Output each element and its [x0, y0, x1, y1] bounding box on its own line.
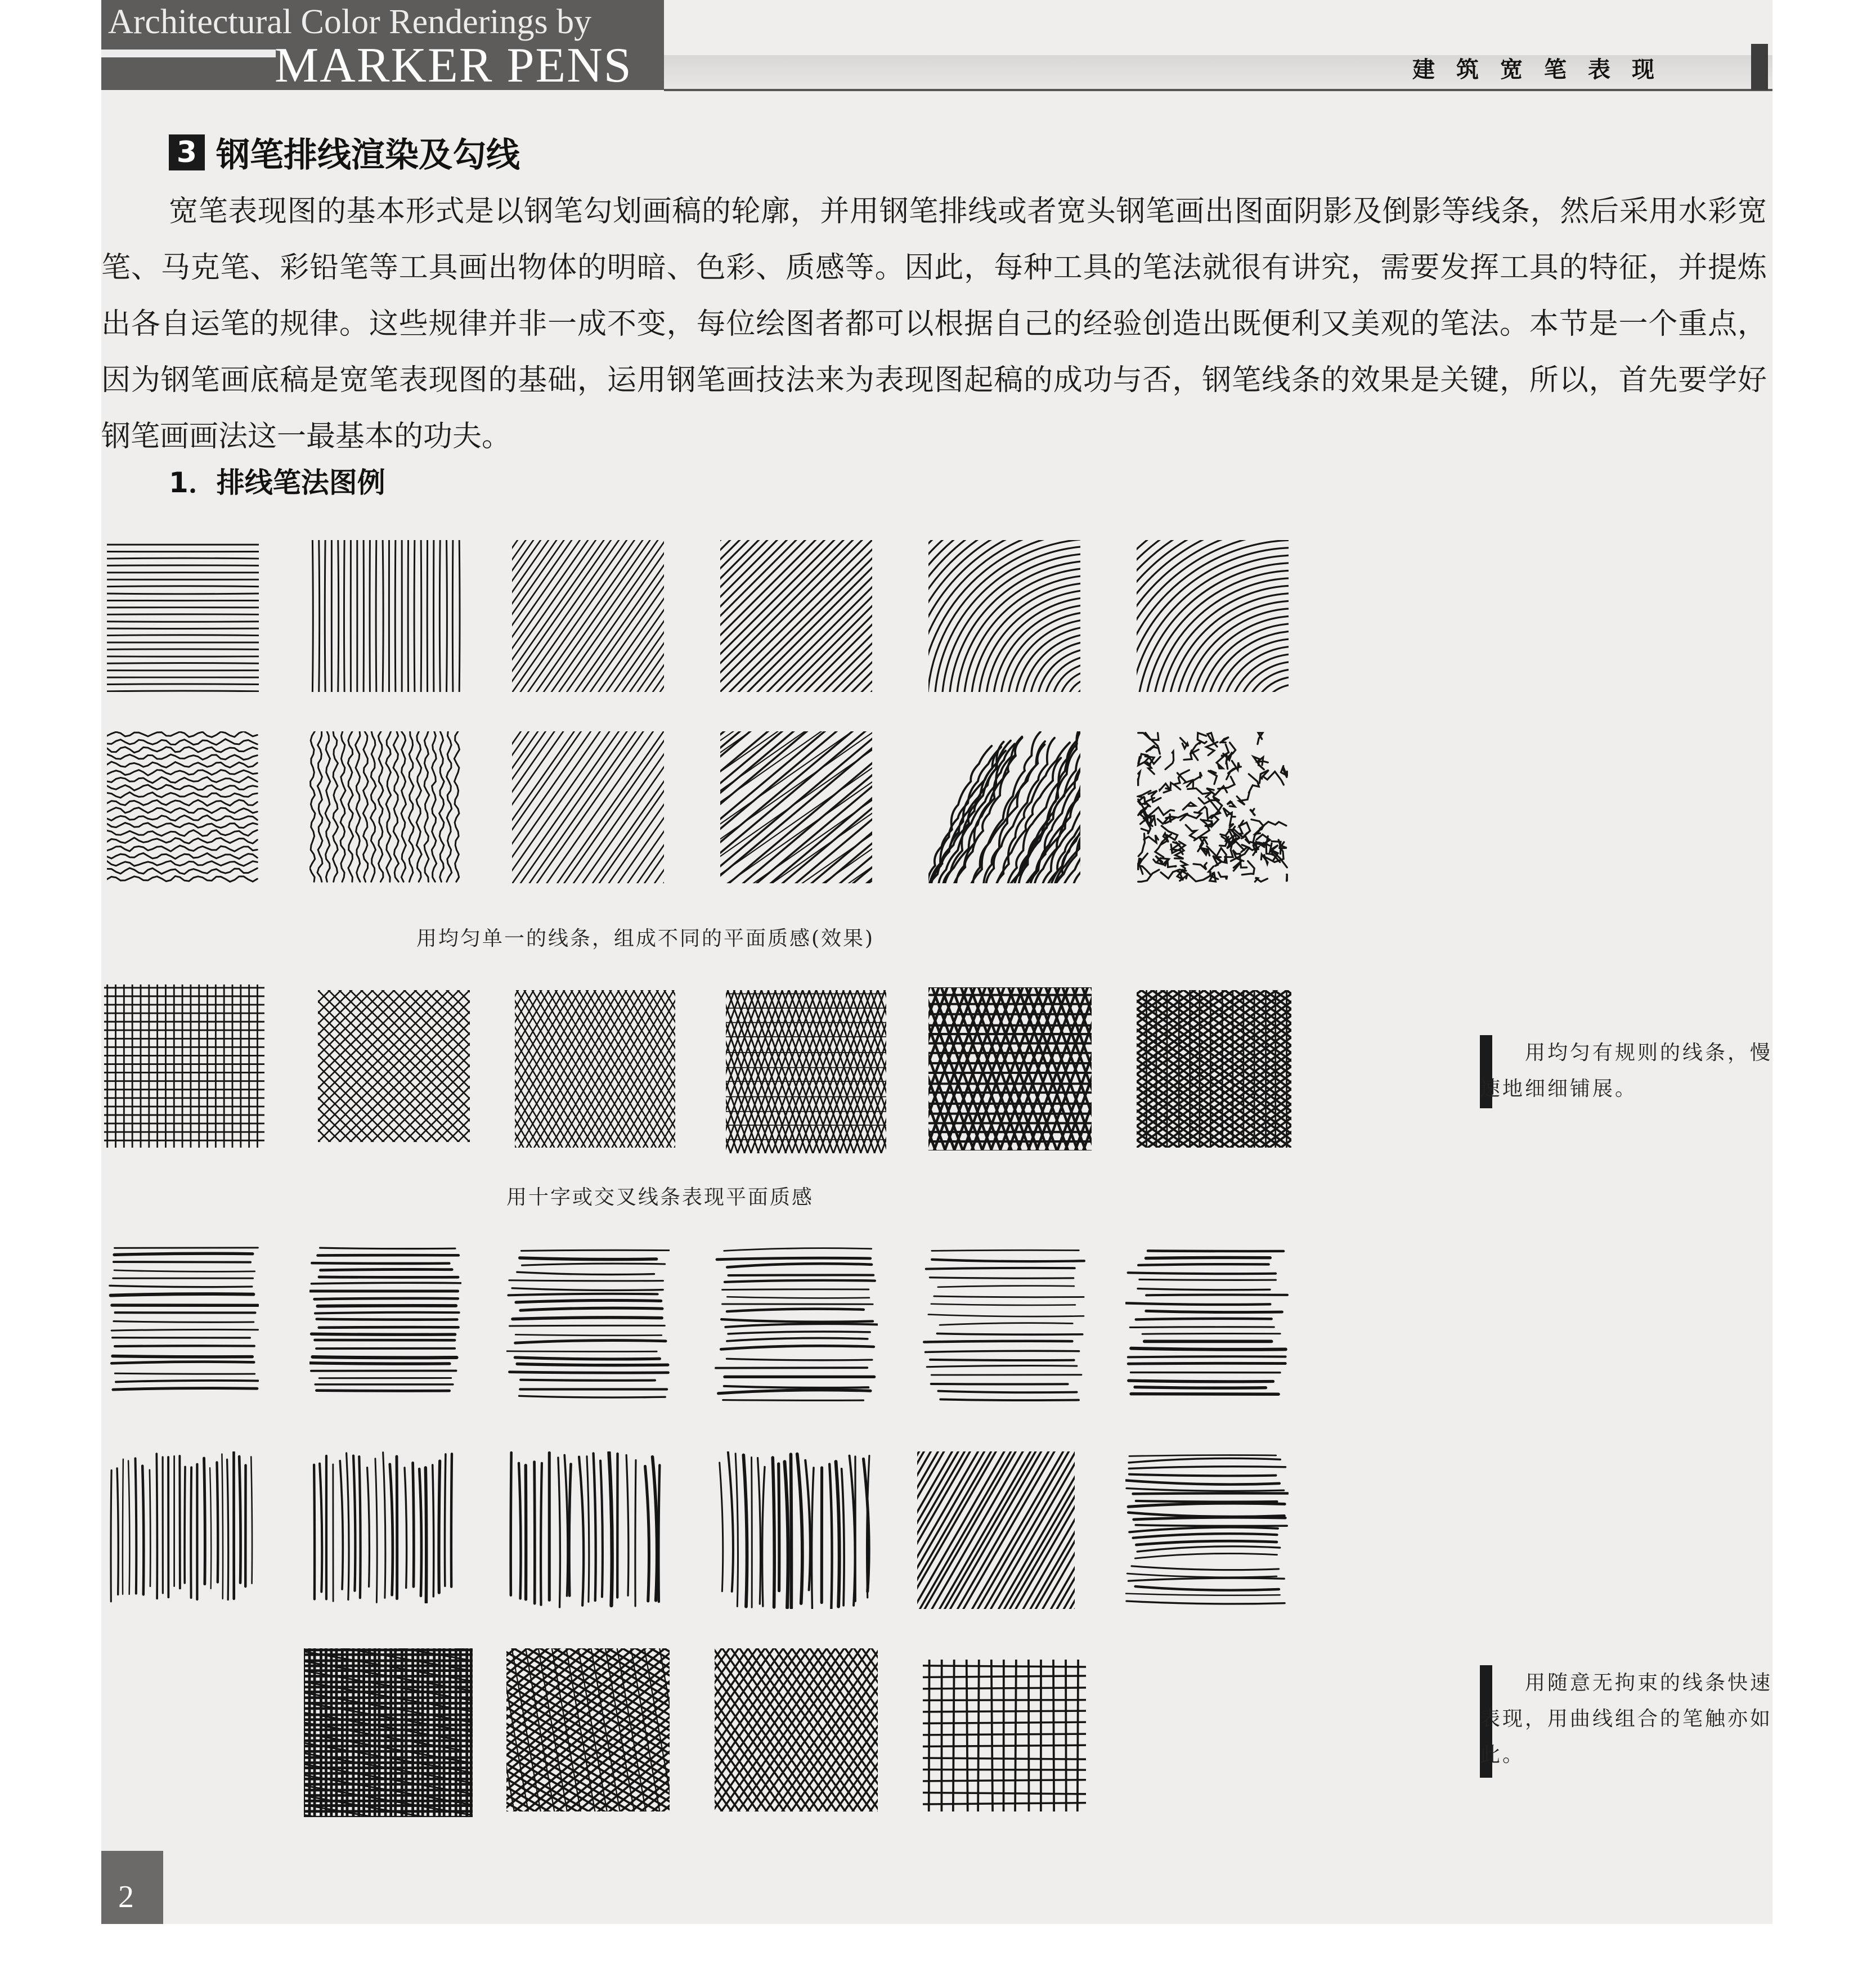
swatch-sketch-horizontal-5: [923, 1246, 1086, 1404]
swatch-sketch-vertical-1: [107, 1451, 259, 1603]
swatch-open-grid: [923, 1660, 1086, 1811]
brand-divider: [101, 50, 276, 57]
swatch-broken-diagonal: [720, 731, 872, 883]
caption-uniform-lines: 用均匀单一的线条，组成不同的平面质感(效果): [416, 927, 875, 950]
section-heading: [169, 128, 520, 177]
swatch-sketch-vertical-4: [715, 1451, 878, 1609]
section-title: 钢笔排线渲染及勾线: [216, 136, 520, 175]
header-rule: [664, 89, 1772, 91]
swatch-curved-arc-wide: [1137, 540, 1289, 692]
swatch-wavy-diagonal: [512, 731, 664, 883]
swatch-sketch-horizontal-6: [1125, 1246, 1289, 1404]
swatch-horizontal-lines: [107, 540, 259, 692]
swatch-square-grid: [104, 985, 264, 1148]
swatch-sketch-zigzag: [1125, 1451, 1289, 1609]
header-tab-marker: [1751, 44, 1768, 90]
subheading: 1．排线笔法图例: [169, 466, 385, 499]
swatch-vertical-lines: [309, 540, 461, 692]
swatch-diagonal-bold: [720, 540, 872, 692]
swatch-sketch-diagonal: [917, 1451, 1075, 1609]
swatch-sketch-horizontal-4: [715, 1246, 878, 1404]
brand-subtitle: Architectural Color Renderings by: [108, 3, 592, 41]
swatch-curved-arc: [928, 540, 1080, 692]
swatch-diamond-crosshatch-loose: [715, 1648, 878, 1811]
swatch-sketch-horizontal-3: [506, 1246, 670, 1404]
swatch-sketch-vertical-3: [506, 1451, 670, 1609]
swatch-dense-crosshatch: [304, 1648, 473, 1817]
section-number: 3: [169, 134, 205, 170]
note-regular-lines: 用均匀有规则的线条，慢速地细细铺展。: [1480, 1041, 1772, 1100]
swatch-dense-mesh: [1137, 990, 1291, 1148]
swatch-sketch-horizontal-1: [107, 1243, 259, 1401]
swatch-cell-mesh: [928, 987, 1092, 1150]
running-title: 建筑宽笔表现: [1412, 57, 1676, 83]
swatch-labyrinth: [1137, 731, 1289, 883]
body-paragraph: 宽笔表现图的基本形式是以钢笔勾划画稿的轮廓，并用钢笔排线或者宽头钢笔画出图面阴影及倒影等线条，然后采用水彩宽笔、马克笔、彩铅笔等工具画出物体的明暗、色彩、质感等。因此，每种工具的笔法就很有讲究，需要发挥工具的特征，并提炼出各自运笔的规律。这些规律并非一成不变，每位绘图者都可以根据自己的经验创造出既便利又美观的笔法。本节是一个重点，因为钢笔画底稿是宽笔表现图的基础，运用钢笔画技法来为表现图起稿的成功与否，钢笔线条的效果是关键，所以，首先要学好钢笔画画法这一最基本的功夫。: [101, 195, 1767, 453]
swatch-angled-crosshatch: [506, 1648, 670, 1811]
page-number: 2: [118, 1880, 134, 1914]
swatch-wavy-vertical: [309, 731, 461, 883]
swatch-branching-curves: [928, 731, 1080, 883]
swatch-scale-mesh: [726, 990, 886, 1153]
swatch-wavy-horizontal: [107, 731, 259, 883]
brand-block: [101, 0, 664, 93]
note-freehand-lines: 用随意无拘束的线条快速表现，用曲线组合的笔触亦如此。: [1480, 1671, 1772, 1766]
swatch-diamond-crosshatch: [318, 990, 470, 1142]
swatch-diagonal-fine: [512, 540, 664, 692]
caption-cross-lines: 用十字或交叉线条表现平面质感: [506, 1186, 814, 1209]
swatch-sketch-vertical-2: [309, 1451, 461, 1603]
book-page: [101, 0, 1772, 1924]
swatch-sketch-horizontal-2: [309, 1243, 461, 1395]
swatch-fine-diamond: [515, 990, 675, 1148]
brand-title: MARKER PENS: [275, 38, 632, 93]
